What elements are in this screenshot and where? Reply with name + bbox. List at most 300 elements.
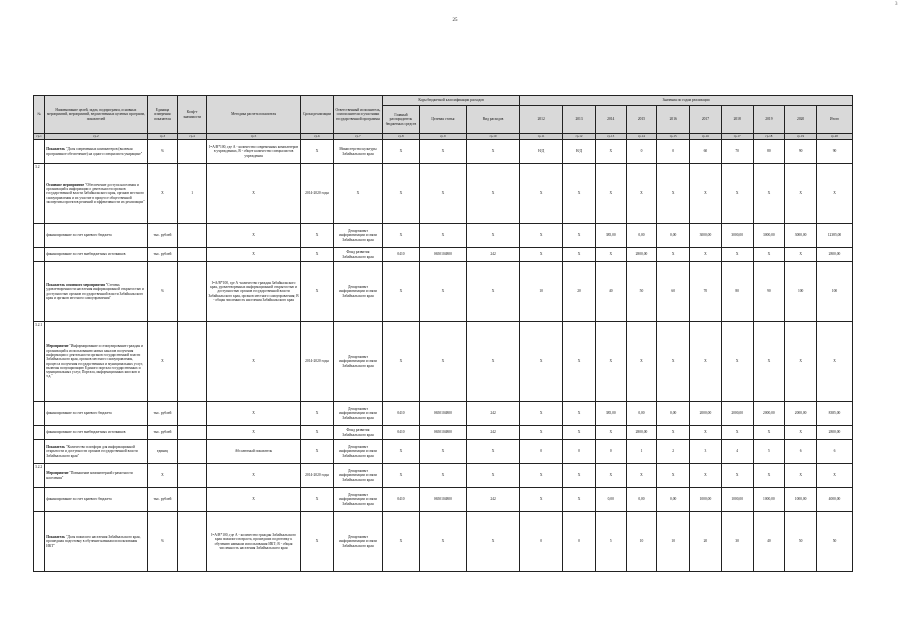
row-method: X bbox=[206, 322, 300, 402]
row-name bbox=[45, 322, 147, 402]
row-year-value: 20 bbox=[563, 262, 596, 322]
row-year-value: X bbox=[595, 426, 626, 440]
colnum: гр.5 bbox=[206, 134, 300, 140]
row-year-value: X bbox=[520, 224, 563, 248]
header-responsible: Ответственный исполнитель, соисполнители и участники государственной программы bbox=[333, 96, 382, 134]
table-row bbox=[34, 402, 853, 426]
row-year-value: 1000,00 bbox=[721, 488, 753, 512]
row-year-value: 1000,00 bbox=[785, 488, 817, 512]
row-responsible: Департамент информатизации и связи Забайкальского края bbox=[333, 402, 382, 426]
row-year-value: X bbox=[690, 164, 722, 224]
header-year: 2015 bbox=[626, 106, 657, 134]
row-unit: X bbox=[147, 322, 178, 402]
row-year-value: 0,00 bbox=[595, 488, 626, 512]
row-term: X bbox=[301, 262, 334, 322]
row-term: X bbox=[301, 512, 334, 572]
colnum: гр.4 bbox=[178, 134, 207, 140]
header-year: 2020 bbox=[785, 106, 817, 134]
header-year: 2017 bbox=[690, 106, 722, 134]
row-name bbox=[45, 140, 147, 164]
row-grbs: X bbox=[383, 224, 420, 248]
header-coef: Коэф-т значимости bbox=[178, 96, 207, 134]
row-vr: X bbox=[466, 262, 519, 322]
colnum: гр.17 bbox=[721, 134, 753, 140]
row-year-value: 3000,00 bbox=[785, 224, 817, 248]
row-year-value: X bbox=[563, 248, 596, 262]
row-number: 3.2.2 bbox=[34, 464, 45, 488]
colnum: гр.14 bbox=[626, 134, 657, 140]
header-years-group: Значения по годам реализации bbox=[520, 96, 853, 106]
row-year-value: 2800,00 bbox=[626, 426, 657, 440]
row-name-lead: Показатель bbox=[46, 445, 66, 450]
row-vr: 242 bbox=[466, 426, 519, 440]
row-method: X bbox=[206, 464, 300, 488]
row-term: X bbox=[301, 248, 334, 262]
row-name bbox=[45, 248, 147, 262]
row-number bbox=[34, 488, 45, 512]
row-term: X bbox=[301, 426, 334, 440]
row-year-value: X bbox=[563, 224, 596, 248]
table-row bbox=[34, 426, 853, 440]
colnum: гр.10 bbox=[466, 134, 519, 140]
colnum: гр.20 bbox=[817, 134, 853, 140]
colnum: гр.8 bbox=[383, 134, 420, 140]
row-name-lead: Мероприятие bbox=[46, 344, 69, 349]
row-year-value: X bbox=[785, 164, 817, 224]
row-grbs: 0410 bbox=[383, 426, 420, 440]
row-unit: тыс. рублей bbox=[147, 402, 178, 426]
row-responsible: Министерство культуры Забайкальского края bbox=[333, 140, 382, 164]
row-year-value: X bbox=[657, 322, 690, 402]
row-name-lead: Основное мероприятие bbox=[46, 182, 85, 187]
row-total: X bbox=[817, 164, 853, 224]
row-total: 12385,00 bbox=[817, 224, 853, 248]
colnum: гр.11 bbox=[520, 134, 563, 140]
colnum: гр.15 bbox=[657, 134, 690, 140]
row-coef bbox=[178, 262, 207, 322]
row-year-value: 5 bbox=[753, 440, 785, 464]
row-name bbox=[45, 262, 147, 322]
row-vr: X bbox=[466, 464, 519, 488]
row-year-value: 60 bbox=[657, 262, 690, 322]
row-year-value: X bbox=[785, 248, 817, 262]
row-method: X bbox=[206, 488, 300, 512]
row-year-value: X bbox=[626, 164, 657, 224]
colnum: гр.13 bbox=[595, 134, 626, 140]
row-csr: 0650104800 bbox=[419, 248, 466, 262]
row-year-value: 50 bbox=[626, 262, 657, 322]
row-year-value: 1000,00 bbox=[690, 488, 722, 512]
row-grbs: X bbox=[383, 440, 420, 464]
row-name-text: "Повышение компьютерной грамотности населения" bbox=[46, 471, 133, 480]
row-year-value: X bbox=[595, 464, 626, 488]
row-responsible: Департамент информатизации и связи Забайкальского края bbox=[333, 224, 382, 248]
row-responsible: Департамент информатизации и связи Забайкальского края bbox=[333, 464, 382, 488]
row-year-value: X bbox=[520, 464, 563, 488]
row-year-value: 0,00 bbox=[657, 488, 690, 512]
row-year-value: X bbox=[721, 426, 753, 440]
row-name-text: финансирование за счет краевого бюджета bbox=[46, 411, 112, 416]
row-year-value: 90 bbox=[785, 140, 817, 164]
margin-mark: 3 bbox=[895, 2, 898, 7]
row-year-value: 0 bbox=[520, 440, 563, 464]
row-grbs: 0410 bbox=[383, 402, 420, 426]
row-year-value: X bbox=[563, 322, 596, 402]
row-year-value: X bbox=[595, 248, 626, 262]
row-name-text: "Доля пожилого населения Забайкальского края, прошедшая подготовку в обучение навыкам использования ИКТ" bbox=[46, 535, 141, 548]
row-unit: X bbox=[147, 464, 178, 488]
row-term: X bbox=[301, 488, 334, 512]
row-year-value: X bbox=[785, 464, 817, 488]
row-year-value: 0 bbox=[520, 512, 563, 572]
row-responsible: Департамент информатизации и связи Забайкальского края bbox=[333, 262, 382, 322]
row-year-value: 3000,00 bbox=[753, 224, 785, 248]
row-name bbox=[45, 426, 147, 440]
row-year-value: X bbox=[595, 164, 626, 224]
row-unit: тыс. рублей bbox=[147, 224, 178, 248]
row-unit: тыс. рублей bbox=[147, 426, 178, 440]
row-year-value: 40 bbox=[753, 512, 785, 572]
row-year-value: 0,00 bbox=[657, 402, 690, 426]
row-year-value: 0,00 bbox=[626, 402, 657, 426]
row-year-value: 10 bbox=[520, 262, 563, 322]
colnum: гр.3 bbox=[147, 134, 178, 140]
row-year-value: 10 bbox=[657, 512, 690, 572]
row-year-value: X bbox=[721, 464, 753, 488]
row-term: X bbox=[301, 440, 334, 464]
table-row bbox=[34, 322, 853, 402]
row-name-lead: Показатель основного мероприятия bbox=[46, 282, 105, 287]
row-name bbox=[45, 440, 147, 464]
row-coef bbox=[178, 322, 207, 402]
table-row bbox=[34, 164, 853, 224]
table-row bbox=[34, 464, 853, 488]
row-year-value: X bbox=[690, 322, 722, 402]
row-name-text: "Доля современных компьютеров (включая программное обеспечение) на одного специалиста умарацине" bbox=[46, 147, 143, 156]
row-year-value: X bbox=[595, 322, 626, 402]
row-year-value: X bbox=[520, 426, 563, 440]
row-name-lead: Мероприятие bbox=[46, 471, 69, 476]
table-row bbox=[34, 224, 853, 248]
row-year-value: 3000,00 bbox=[690, 224, 722, 248]
row-year-value: Н/Д bbox=[563, 140, 596, 164]
row-vr: X bbox=[466, 322, 519, 402]
row-method: I=А/В*100, где А -количество граждан Забайкальского края, удовлетворенных информационной открытостью и доступностью органов государственной власти Забайкальского края, органов местного самоуправления; В - общая численность населения Забайкальского края bbox=[206, 262, 300, 322]
row-year-value: 385,00 bbox=[595, 402, 626, 426]
row-csr: X bbox=[419, 440, 466, 464]
table-row bbox=[34, 248, 853, 262]
row-name-text: финансирование за счет краевого бюджета bbox=[46, 233, 112, 238]
row-year-value: X bbox=[753, 464, 785, 488]
row-responsible: Департамент информатизации и связи Забайкальского края bbox=[333, 488, 382, 512]
header-csr: Целевая статья bbox=[419, 106, 466, 134]
row-coef bbox=[178, 140, 207, 164]
row-year-value: 20 bbox=[690, 512, 722, 572]
row-year-value: X bbox=[563, 402, 596, 426]
row-csr: X bbox=[419, 164, 466, 224]
program-table-container bbox=[33, 95, 853, 572]
header-year: 2019 bbox=[753, 106, 785, 134]
row-year-value: X bbox=[626, 322, 657, 402]
row-vr: X bbox=[466, 140, 519, 164]
header-year: 2016 bbox=[657, 106, 690, 134]
row-year-value: 80 bbox=[753, 140, 785, 164]
row-vr: X bbox=[466, 512, 519, 572]
row-number bbox=[34, 426, 45, 440]
colnum: гр.6 bbox=[301, 134, 334, 140]
row-coef bbox=[178, 248, 207, 262]
row-responsible: Фонд развития Забайкальского края bbox=[333, 426, 382, 440]
row-year-value: 0,00 bbox=[626, 224, 657, 248]
row-coef: 1 bbox=[178, 164, 207, 224]
row-responsible: X bbox=[333, 164, 382, 224]
row-csr: X bbox=[419, 322, 466, 402]
row-year-value: 80 bbox=[721, 262, 753, 322]
row-year-value: 0 bbox=[595, 440, 626, 464]
row-csr: X bbox=[419, 224, 466, 248]
row-grbs: X bbox=[383, 164, 420, 224]
table-body bbox=[34, 140, 853, 572]
row-year-value: 2800,00 bbox=[626, 248, 657, 262]
header-year: 2013 bbox=[563, 106, 596, 134]
row-year-value: X bbox=[690, 248, 722, 262]
row-year-value: X bbox=[626, 464, 657, 488]
row-year-value: 0 bbox=[657, 140, 690, 164]
row-year-value: X bbox=[657, 426, 690, 440]
header-unit: Единица измерения показателя bbox=[147, 96, 178, 134]
row-year-value: 2000,00 bbox=[690, 402, 722, 426]
row-number bbox=[34, 224, 45, 248]
row-method: X bbox=[206, 426, 300, 440]
row-grbs: 0410 bbox=[383, 248, 420, 262]
row-year-value: X bbox=[721, 322, 753, 402]
table-row bbox=[34, 512, 853, 572]
row-year-value: X bbox=[563, 488, 596, 512]
row-term: X bbox=[301, 402, 334, 426]
row-vr: 242 bbox=[466, 488, 519, 512]
row-year-value: 4 bbox=[721, 440, 753, 464]
row-year-value: X bbox=[690, 426, 722, 440]
table-header bbox=[34, 96, 853, 140]
row-year-value: 70 bbox=[690, 262, 722, 322]
row-name-lead: Показатель bbox=[46, 535, 66, 540]
row-unit: тыс. рублей bbox=[147, 488, 178, 512]
row-year-value: 90 bbox=[753, 262, 785, 322]
row-method: X bbox=[206, 248, 300, 262]
row-csr: 0650104800 bbox=[419, 426, 466, 440]
row-year-value: 0 bbox=[563, 512, 596, 572]
row-total: 2800,00 bbox=[817, 248, 853, 262]
table-row bbox=[34, 140, 853, 164]
row-year-value: X bbox=[563, 164, 596, 224]
row-number bbox=[34, 512, 45, 572]
row-term: 2014-2020 годы bbox=[301, 464, 334, 488]
row-year-value: 5 bbox=[595, 512, 626, 572]
row-term: 2014-2020 годы bbox=[301, 164, 334, 224]
row-unit: единиц bbox=[147, 440, 178, 464]
row-number bbox=[34, 402, 45, 426]
row-total: 4000,00 bbox=[817, 488, 853, 512]
row-number: 3.2.1 bbox=[34, 322, 45, 402]
row-vr: X bbox=[466, 440, 519, 464]
row-csr: 0650104800 bbox=[419, 488, 466, 512]
program-table bbox=[33, 95, 853, 572]
row-name bbox=[45, 402, 147, 426]
row-csr: X bbox=[419, 464, 466, 488]
row-year-value: 6 bbox=[785, 440, 817, 464]
row-method: X bbox=[206, 224, 300, 248]
row-coef bbox=[178, 512, 207, 572]
row-year-value: X bbox=[520, 402, 563, 426]
row-name bbox=[45, 488, 147, 512]
row-year-value: 100 bbox=[785, 262, 817, 322]
row-year-value: 2000,00 bbox=[753, 402, 785, 426]
colnum: гр.2 bbox=[45, 134, 147, 140]
row-name bbox=[45, 512, 147, 572]
header-name: Наименование целей, задач, подпрограмм, основных мероприятий, мероприятий, ведомственных целевых программ, показателей bbox=[45, 96, 147, 134]
row-unit: % bbox=[147, 512, 178, 572]
row-responsible: Фонд развития Забайкальского края bbox=[333, 248, 382, 262]
row-year-value: X bbox=[753, 322, 785, 402]
row-total: 50 bbox=[817, 512, 853, 572]
row-name-text: финансирование за счет краевого бюджета bbox=[46, 497, 112, 502]
row-year-value: 10 bbox=[626, 512, 657, 572]
row-year-value: 2000,00 bbox=[721, 402, 753, 426]
row-name-text: "Степень удовлетворенности населения информационной открытостью и доступностью органов государственной власти Забайкальского края и органов местного самоуправления" bbox=[46, 282, 144, 300]
row-method: I=А/В*100, где А - количество граждан Забайкальского края пожилого возраста, прошедших подготовку к обучению навыкам использования ИКТ; В - общая численность населения Забайкальского края bbox=[206, 512, 300, 572]
row-vr: X bbox=[466, 224, 519, 248]
colnum: гр.18 bbox=[753, 134, 785, 140]
row-coef bbox=[178, 464, 207, 488]
row-name bbox=[45, 224, 147, 248]
row-year-value: X bbox=[721, 164, 753, 224]
row-method: Абсолютный показатель bbox=[206, 440, 300, 464]
header-year: 2014 bbox=[595, 106, 626, 134]
row-year-value: X bbox=[753, 248, 785, 262]
row-year-value: 40 bbox=[595, 262, 626, 322]
row-grbs: 0410 bbox=[383, 488, 420, 512]
row-number bbox=[34, 248, 45, 262]
row-term: 2014-2020 годы bbox=[301, 322, 334, 402]
row-year-value: 60 bbox=[690, 140, 722, 164]
row-responsible: Департамент информатизации и связи Забайкальского края bbox=[333, 440, 382, 464]
row-year-value: 1 bbox=[626, 440, 657, 464]
table-row bbox=[34, 488, 853, 512]
row-coef bbox=[178, 440, 207, 464]
row-coef bbox=[178, 426, 207, 440]
row-year-value: 3000,00 bbox=[721, 224, 753, 248]
row-unit: тыс. рублей bbox=[147, 248, 178, 262]
header-budget-group: Коды бюджетной классификации расходов bbox=[383, 96, 520, 106]
row-method: X bbox=[206, 164, 300, 224]
row-grbs: X bbox=[383, 140, 420, 164]
header-vr: Вид расходов bbox=[466, 106, 519, 134]
row-year-value: 0,00 bbox=[657, 224, 690, 248]
row-name-text: "Количество платформ для информационной открытости и доступности органов государственной власти Забайкальского края" bbox=[46, 445, 138, 458]
row-name bbox=[45, 164, 147, 224]
row-year-value: X bbox=[657, 248, 690, 262]
header-grbs: Главный распорядитель бюджетных средств bbox=[383, 106, 420, 134]
row-year-value: 3 bbox=[690, 440, 722, 464]
row-coef bbox=[178, 224, 207, 248]
row-csr: X bbox=[419, 512, 466, 572]
row-year-value: X bbox=[520, 322, 563, 402]
row-grbs: X bbox=[383, 512, 420, 572]
row-total: 6 bbox=[817, 440, 853, 464]
row-year-value: X bbox=[520, 248, 563, 262]
row-unit: % bbox=[147, 262, 178, 322]
row-name-text: "Информирование и стимулирование граждан и организаций к использованию новых каналов получения информации о деятельности органов государственной власти Забайкальского края, органов местного самоуправления, процесса получения государственных и муниципальных услуг, включая популяризацию Единого портала государственных и муниципальных услуг, Портала, информационных киосков и т.д." bbox=[46, 344, 143, 379]
row-coef bbox=[178, 402, 207, 426]
row-total: 2800,00 bbox=[817, 426, 853, 440]
row-term: X bbox=[301, 224, 334, 248]
row-number bbox=[34, 140, 45, 164]
page-number: 25 bbox=[452, 18, 458, 23]
row-year-value: 2000,00 bbox=[785, 402, 817, 426]
row-vr: 242 bbox=[466, 248, 519, 262]
row-total: 100 bbox=[817, 262, 853, 322]
row-grbs: X bbox=[383, 262, 420, 322]
header-term: Сроки реализации bbox=[301, 96, 334, 134]
row-grbs: X bbox=[383, 322, 420, 402]
row-year-value: X bbox=[657, 464, 690, 488]
header-method: Методика расчета показателя bbox=[206, 96, 300, 134]
table-row bbox=[34, 440, 853, 464]
table-row bbox=[34, 262, 853, 322]
header-year: 2012 bbox=[520, 106, 563, 134]
row-year-value: X bbox=[595, 140, 626, 164]
row-name-text: финансирование за счет внебюджетных источников bbox=[46, 430, 126, 435]
row-year-value: X bbox=[690, 464, 722, 488]
colnum: гр.12 bbox=[563, 134, 596, 140]
row-number: 3.2 bbox=[34, 164, 45, 224]
row-year-value: X bbox=[753, 164, 785, 224]
row-unit: % bbox=[147, 140, 178, 164]
row-year-value: X bbox=[785, 426, 817, 440]
row-year-value: 385,00 bbox=[595, 224, 626, 248]
row-year-value: 0 bbox=[626, 140, 657, 164]
row-year-value: X bbox=[753, 426, 785, 440]
row-responsible: Департамент информатизации и связи Забайкальского края bbox=[333, 322, 382, 402]
row-total: X bbox=[817, 322, 853, 402]
header-year: 2018 bbox=[721, 106, 753, 134]
row-year-value: 2 bbox=[657, 440, 690, 464]
colnum: гр.1 bbox=[34, 134, 45, 140]
colnum: гр.7 bbox=[333, 134, 382, 140]
row-term: X bbox=[301, 140, 334, 164]
row-year-value: X bbox=[563, 464, 596, 488]
row-vr: 242 bbox=[466, 402, 519, 426]
row-number bbox=[34, 262, 45, 322]
row-name-lead: Показатель bbox=[46, 147, 66, 152]
row-responsible: Департамент информатизации и связи Забайкальского края bbox=[333, 512, 382, 572]
row-vr: X bbox=[466, 164, 519, 224]
row-year-value: 30 bbox=[721, 512, 753, 572]
colnum: гр.16 bbox=[690, 134, 722, 140]
header-no: № bbox=[34, 96, 45, 134]
row-unit: X bbox=[147, 164, 178, 224]
row-year-value: X bbox=[721, 248, 753, 262]
row-csr: X bbox=[419, 262, 466, 322]
row-coef bbox=[178, 488, 207, 512]
row-year-value: X bbox=[563, 426, 596, 440]
row-year-value: X bbox=[520, 488, 563, 512]
row-year-value: 70 bbox=[721, 140, 753, 164]
row-year-value: X bbox=[785, 322, 817, 402]
row-name bbox=[45, 464, 147, 488]
row-grbs: X bbox=[383, 464, 420, 488]
row-csr: X bbox=[419, 140, 466, 164]
